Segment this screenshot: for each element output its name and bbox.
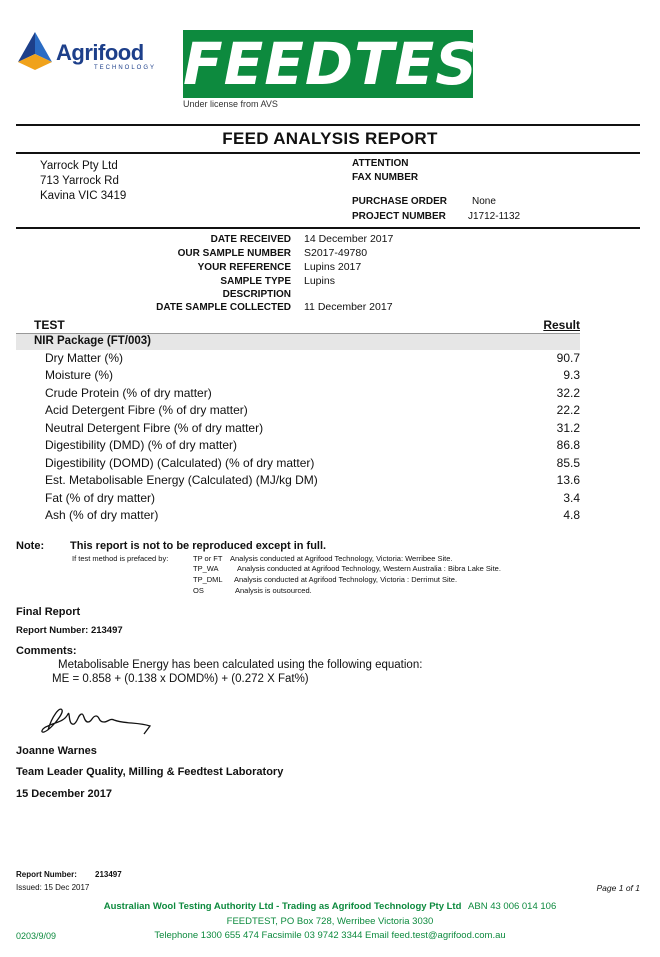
detail-value: 11 December 2017 (304, 301, 393, 313)
license-text: Under license from AVS (183, 99, 278, 109)
signature-image (34, 700, 154, 740)
report-date: 15 December 2017 (16, 788, 113, 800)
result-test: Dry Matter (%) (45, 351, 123, 365)
attention-label: ATTENTION (352, 158, 409, 169)
result-value: 3.4 (563, 491, 580, 505)
agrifood-subtitle: TECHNOLOGY (94, 65, 157, 71)
detail-label: YOUR REFERENCE (197, 262, 291, 273)
detail-value: S2017-49780 (304, 247, 368, 259)
footer-code: 0203/9/09 (16, 931, 57, 941)
method-code: OS (193, 586, 204, 595)
feedtest-wordmark: FEEDTEST (183, 30, 519, 98)
result-value: 85.5 (556, 456, 580, 470)
method-code: TP_WA (193, 564, 219, 573)
detail-label: DESCRIPTION (222, 289, 291, 300)
result-value: 90.7 (556, 351, 580, 365)
result-value: 22.2 (556, 403, 580, 417)
result-test: Digestibility (DMD) (% of dry matter) (45, 438, 238, 452)
result-test: Neutral Detergent Fibre (% of dry matter) (45, 421, 264, 435)
method-code: TP_DML (193, 575, 223, 584)
client-name: Yarrock Pty Ltd (40, 160, 118, 172)
detail-label: DATE RECEIVED (210, 234, 291, 245)
agrifood-wordmark: Agrifood (56, 40, 144, 65)
fax-label: FAX NUMBER (352, 172, 419, 183)
result-column-header: Result (543, 318, 580, 332)
po-value: None (472, 196, 496, 207)
equation-line: ME = 0.858 + (0.138 x DOMD%) + (0.272 X Fat%) (52, 673, 309, 685)
project-value: J1712-1132 (468, 211, 521, 222)
footer-abn: ABN 43 006 014 106 (468, 901, 557, 912)
footer-company: Australian Wool Testing Authority Ltd - Trading as Agrifood Technology Pty Ltd (103, 901, 462, 912)
footer-company-line (0, 901, 660, 912)
result-value: 4.8 (563, 508, 580, 522)
result-value: 31.2 (556, 421, 580, 435)
result-test: Ash (% of dry matter) (45, 508, 159, 522)
result-test: Moisture (%) (45, 368, 114, 382)
divider (16, 227, 640, 229)
comment-line: Metabolisable Energy has been calculated using the following equation: (58, 659, 423, 671)
detail-value: 14 December 2017 (304, 233, 394, 245)
note-text: This report is not to be reproduced except in full. (70, 540, 327, 552)
page-indicator: Page 1 of 1 (596, 883, 640, 893)
final-report-label: Final Report (16, 606, 81, 618)
result-test: Acid Detergent Fibre (% of dry matter) (45, 403, 248, 417)
detail-label: SAMPLE TYPE (220, 276, 291, 287)
result-test: Fat (% of dry matter) (45, 491, 156, 505)
comments-label: Comments: (16, 645, 77, 657)
method-desc: Analysis is outsourced. (235, 586, 312, 595)
method-desc: Analysis conducted at Agrifood Technology, Victoria: Werribee Site. (230, 554, 453, 563)
signatory-role: Team Leader Quality, Milling & Feedtest Laboratory (16, 766, 284, 778)
client-street: 713 Yarrock Rd (40, 175, 119, 187)
divider (16, 152, 640, 154)
method-desc: Analysis conducted at Agrifood Technology, Victoria : Derrimut Site. (234, 575, 458, 584)
project-label: PROJECT NUMBER (352, 211, 446, 222)
detail-value: Lupins (304, 275, 335, 287)
footer-contact: Telephone 1300 655 474 Facsimile 03 9742 3344 Email feed.test@agrifood.com.au (154, 930, 506, 941)
report-number-line: Report Number: 213497 (16, 625, 123, 636)
agrifood-logo (16, 30, 156, 74)
client-locality: Kavina VIC 3419 (40, 190, 127, 202)
po-label: PURCHASE ORDER (352, 196, 448, 207)
signatory-name: Joanne Warnes (16, 745, 97, 757)
detail-label: DATE SAMPLE COLLECTED (156, 302, 291, 313)
report-title: FEED ANALYSIS REPORT (222, 129, 438, 148)
agrifood-emblem-icon (16, 30, 54, 72)
result-test: Digestibility (DOMD) (Calculated) (% of dry matter) (45, 456, 315, 470)
feedtest-logo (183, 30, 519, 98)
footer-report-number-value: 213497 (95, 870, 122, 879)
test-column-header: TEST (34, 318, 65, 332)
divider (16, 124, 640, 126)
note-label: Note: (16, 540, 45, 552)
footer-report-number-label: Report Number: (16, 870, 77, 879)
detail-label: OUR SAMPLE NUMBER (177, 248, 291, 259)
footer-issued: Issued: 15 Dec 2017 (16, 883, 90, 892)
result-test: Est. Metabolisable Energy (Calculated) (MJ/kg DM) (45, 473, 318, 487)
result-value: 86.8 (556, 438, 580, 452)
method-preface: If test method is prefaced by: (72, 554, 169, 563)
result-value: 32.2 (556, 386, 580, 400)
method-desc: Analysis conducted at Agrifood Technology, Western Australia : Bibra Lake Site. (237, 564, 501, 573)
client-address (40, 159, 126, 204)
detail-value: Lupins 2017 (304, 261, 362, 273)
method-code: TP or FT (193, 554, 223, 563)
result-value: 13.6 (556, 473, 580, 487)
result-value: 9.3 (563, 368, 580, 382)
footer-address: FEEDTEST, PO Box 728, Werribee Victoria 3030 (226, 916, 434, 927)
package-label: NIR Package (FT/003) (34, 335, 151, 347)
result-test: Crude Protein (% of dry matter) (45, 386, 212, 400)
